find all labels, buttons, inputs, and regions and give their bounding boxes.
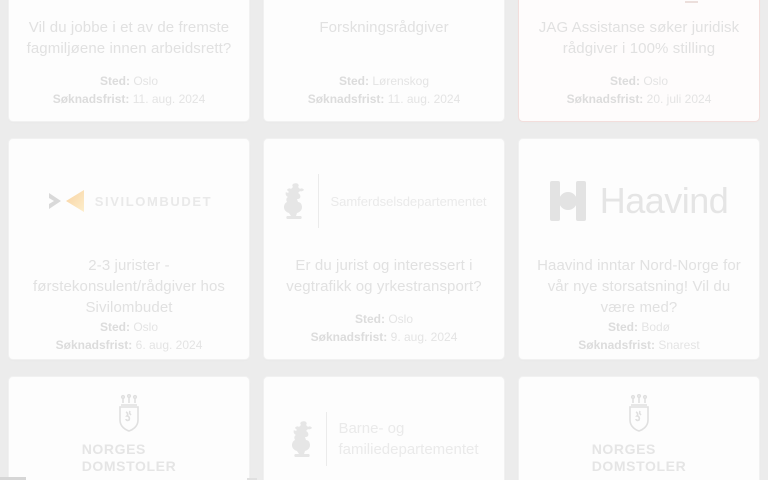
job-meta <box>578 318 699 355</box>
deadline-value: 11. aug. 2024 <box>387 92 461 106</box>
employer-logo-area <box>19 155 239 247</box>
location-value: Lørenskog <box>372 74 430 88</box>
job-title: Haavind inntar Nord-Norge for vår nye storsatsning! Vil du være med? <box>537 257 741 316</box>
norges-domstoler-crest-icon <box>622 394 656 436</box>
location-value: Oslo <box>133 74 158 88</box>
employer-logo-area <box>274 0 494 9</box>
job-location-row <box>311 311 458 328</box>
deadline-label: Søknadsfrist: <box>566 92 644 106</box>
norges-domstoler-line2: DOMSTOLER <box>81 458 177 474</box>
sivilombudet-arrows-icon <box>46 183 86 219</box>
job-title: Forskningsrådgiver <box>319 19 449 36</box>
job-card-forskningsradgiver[interactable] <box>263 0 505 122</box>
location-value: Bodø <box>641 320 670 334</box>
employer-logo-area <box>529 155 749 247</box>
norges-domstoler-line1: NORGES <box>591 441 656 457</box>
job-deadline-row <box>56 337 203 354</box>
job-card-samferdselsdepartementet[interactable] <box>263 138 505 360</box>
deadline-value: 9. aug. 2024 <box>390 330 458 344</box>
job-card-haavind[interactable] <box>518 138 760 360</box>
logo-divider <box>326 412 327 466</box>
norges-domstoler-logo <box>592 394 687 480</box>
norges-domstoler-line2: DOMSTOLER <box>591 458 687 474</box>
job-location-row <box>56 319 203 336</box>
logo-divider <box>318 174 319 228</box>
job-card-arbeidsrett[interactable] <box>8 0 250 122</box>
location-label: Sted: <box>338 74 369 88</box>
norges-domstoler-line1: NORGES <box>81 441 146 457</box>
haavind-h-mark-icon <box>550 181 586 221</box>
job-meta <box>308 72 461 109</box>
job-deadline-row <box>311 329 458 346</box>
job-card-sivilombudet[interactable] <box>8 138 250 360</box>
job-card-jag-assistanse[interactable] <box>518 0 760 122</box>
location-value: Oslo <box>388 312 413 326</box>
job-title: Vil du jobbe i et av de fremste fagmiljøene innen arbeidsrett? <box>26 19 232 57</box>
deadline-value: 11. aug. 2024 <box>132 92 206 106</box>
job-deadline-row <box>578 337 699 354</box>
sivilombudet-wordmark: SIVILOMBUDET <box>94 193 213 209</box>
job-meta <box>56 318 203 355</box>
barne-og-familiedepartementet-logo <box>289 412 478 466</box>
job-meta <box>567 72 712 109</box>
job-title: JAG Assistanse søker juridisk rådgiver i 100% stilling <box>538 19 740 57</box>
norges-domstoler-crest-icon <box>112 394 146 436</box>
employer-logo-area <box>19 393 239 480</box>
location-label: Sted: <box>607 320 638 334</box>
job-location-row <box>53 73 206 90</box>
deadline-label: Søknadsfrist: <box>55 338 133 352</box>
deadline-value: Snarest <box>658 338 700 352</box>
haavind-wordmark: Haavind <box>599 180 729 221</box>
norway-coat-of-arms-lion-icon <box>289 420 315 458</box>
deadline-label: Søknadsfrist: <box>307 92 385 106</box>
job-location-row <box>567 73 712 90</box>
employer-logo-area <box>529 0 749 9</box>
job-location-row <box>578 319 699 336</box>
deadline-label: Søknadsfrist: <box>310 330 388 344</box>
employer-logo-area <box>529 393 749 480</box>
location-value: Oslo <box>133 320 158 334</box>
job-card-barne-og-familiedepartementet[interactable] <box>263 376 505 480</box>
job-card-norges-domstoler-1[interactable] <box>8 376 250 480</box>
department-name: Barne- og familiedepartementet <box>338 420 479 458</box>
haavind-logo <box>550 180 729 222</box>
location-label: Sted: <box>354 312 385 326</box>
norges-domstoler-logo <box>82 394 177 480</box>
employer-logo-area <box>274 155 494 247</box>
norway-coat-of-arms-lion-icon <box>281 182 307 220</box>
deadline-label: Søknadsfrist: <box>52 92 130 106</box>
employer-logo-area <box>274 393 494 480</box>
job-meta <box>53 72 206 109</box>
job-meta <box>311 310 458 347</box>
deadline-value: 20. juli 2024 <box>646 92 712 106</box>
department-name: Samferdselsdepartementet <box>330 193 487 209</box>
location-value: Oslo <box>643 74 669 88</box>
deadline-label: Søknadsfrist: <box>578 338 655 352</box>
clipped-logo-remnant <box>685 1 698 3</box>
job-location-row <box>308 73 461 90</box>
job-title: 2-3 jurister - førstekonsulent/rådgiver hos Sivilombudet <box>32 257 226 316</box>
job-deadline-row <box>53 91 206 108</box>
samferdselsdepartementet-logo <box>281 174 486 228</box>
job-deadline-row <box>308 91 461 108</box>
sivilombudet-logo <box>46 183 212 219</box>
deadline-value: 6. aug. 2024 <box>135 338 203 352</box>
location-label: Sted: <box>609 74 640 88</box>
location-label: Sted: <box>99 74 130 88</box>
job-deadline-row <box>567 91 712 108</box>
employer-logo-area <box>19 0 239 9</box>
job-title: Er du jurist og interessert i vegtrafikk og yrkestransport? <box>286 257 482 295</box>
location-label: Sted: <box>99 320 130 334</box>
job-card-norges-domstoler-2[interactable] <box>518 376 760 480</box>
